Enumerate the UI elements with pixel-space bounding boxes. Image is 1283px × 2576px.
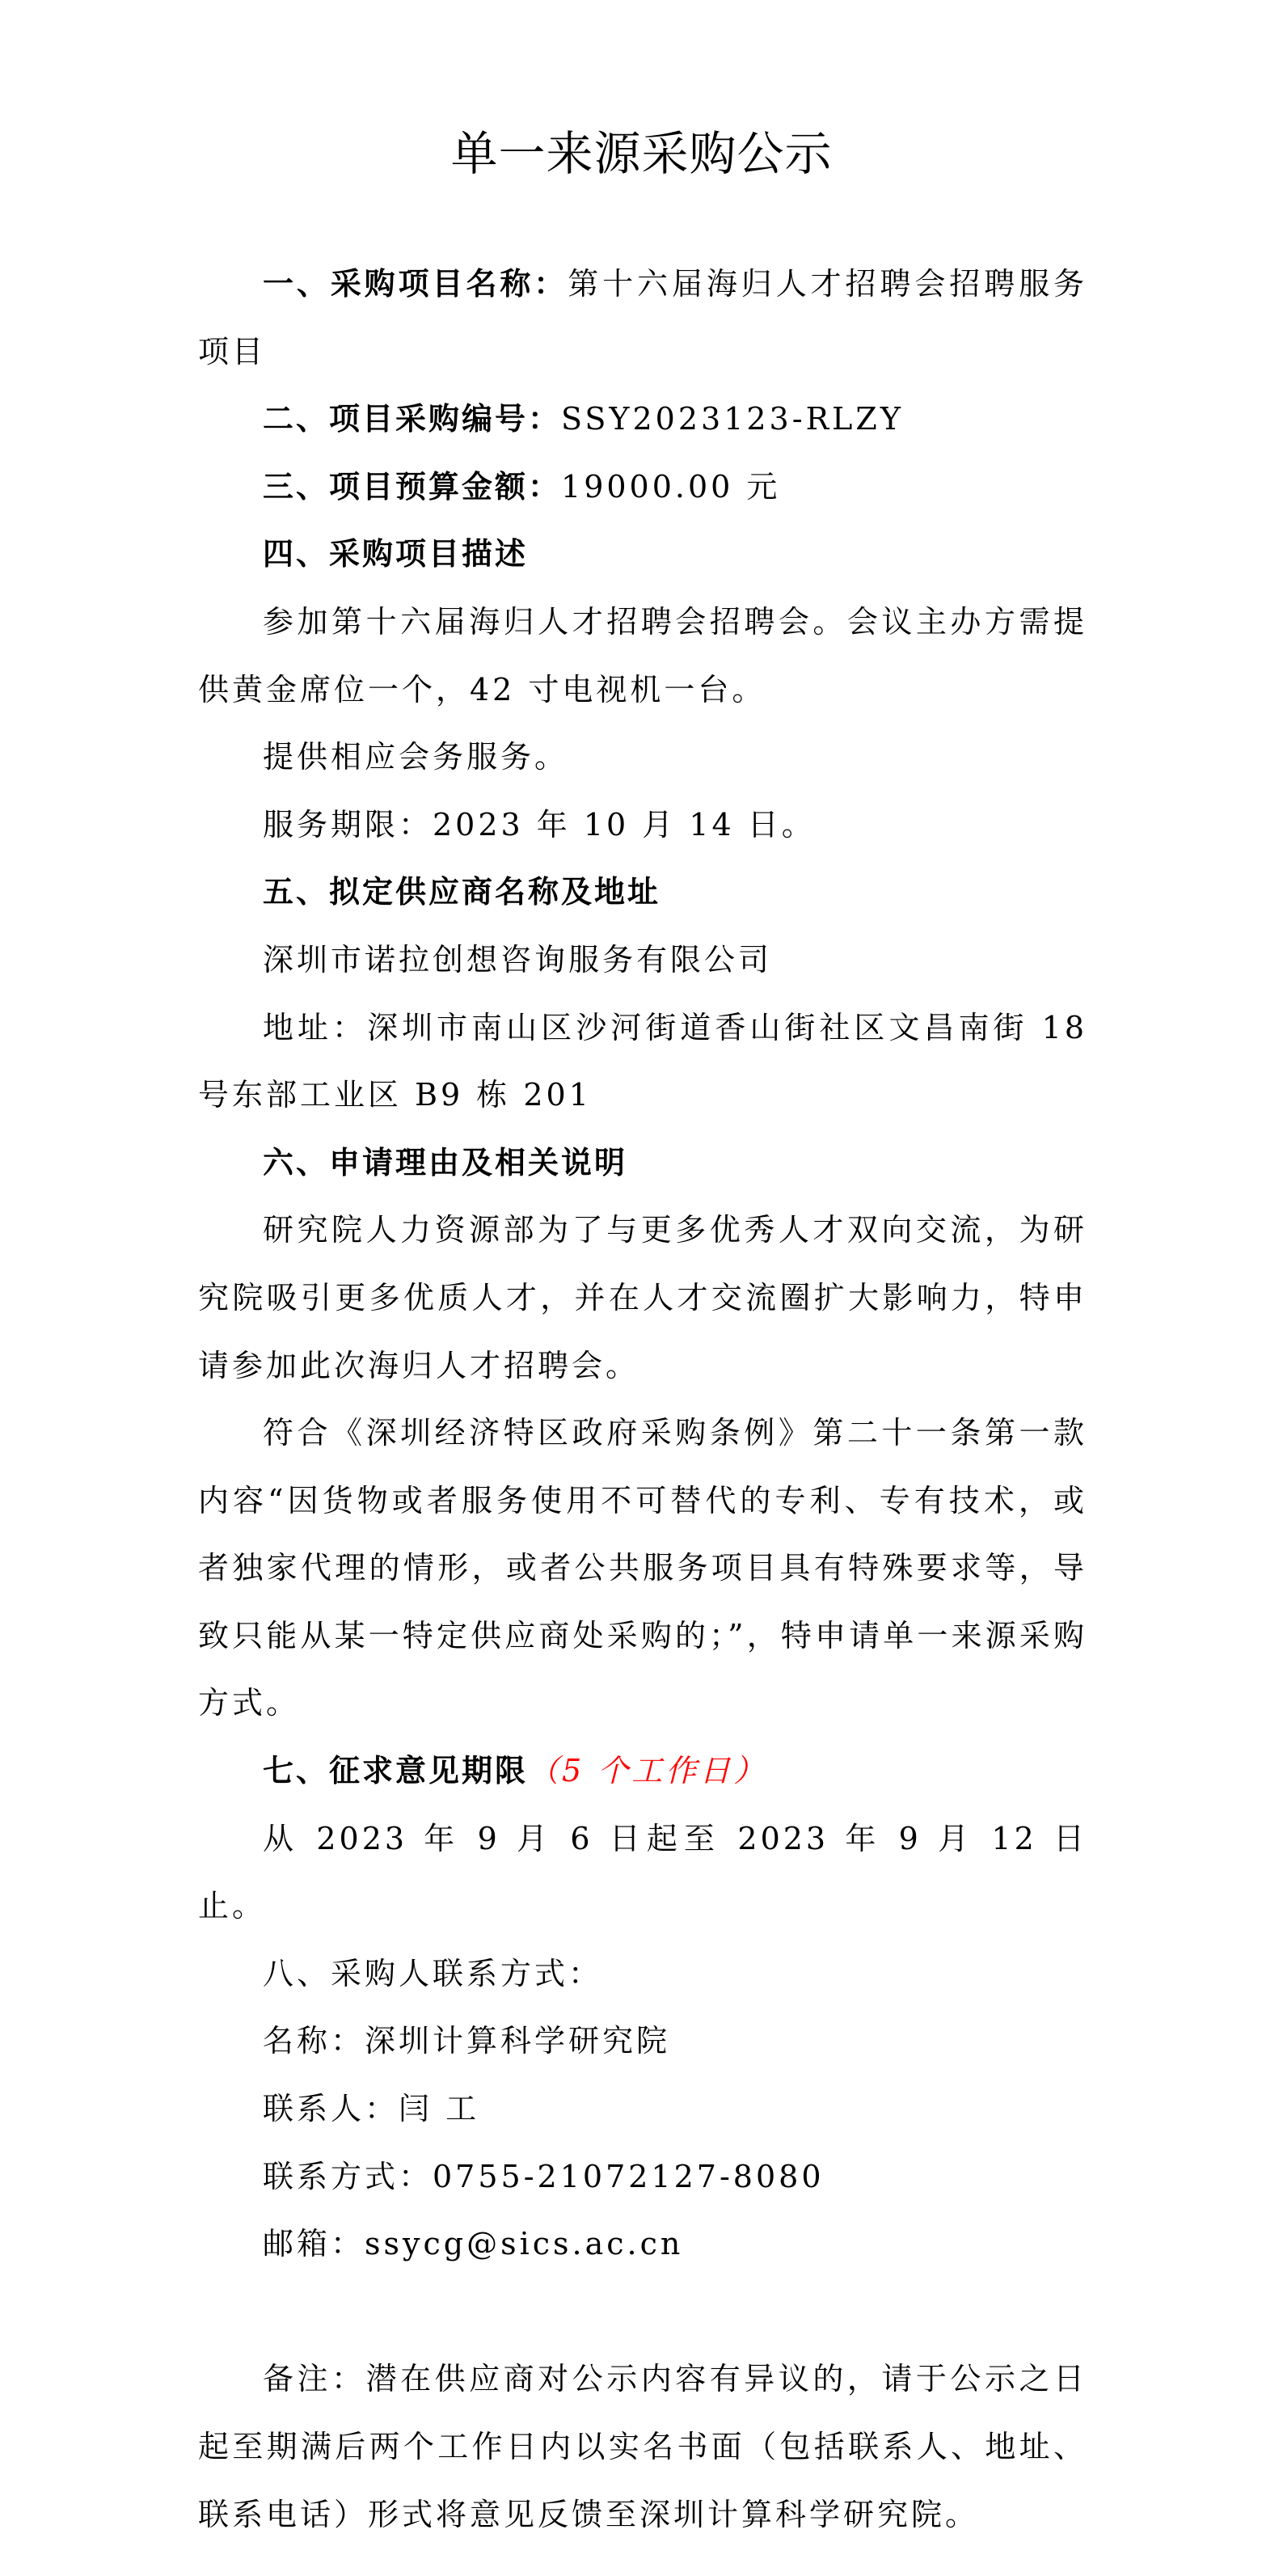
spacer (198, 2278, 1087, 2346)
contact-phone: 联系方式：0755-21072127-8080 (263, 2158, 825, 2194)
remark-paragraph: 备注：潜在供应商对公示内容有异议的，请于公示之日起至期满后两个工作日内以实名书面（包括联系人、地址、联系电话）形式将意见反馈至深圳计算科学研究院。 (198, 2361, 1087, 2532)
project-name-label: 一、采购项目名称： (263, 266, 568, 302)
contact-name: 名称：深圳计算科学研究院 (263, 2023, 671, 2059)
comment-period-heading: 七、征求意见期限 (263, 1753, 529, 1789)
project-name-line (198, 251, 1087, 386)
description-paragraph: 服务期限：2023 年 10 月 14 日。 (263, 806, 816, 842)
reason-paragraph: 研究院人力资源部为了与更多优秀人才双向交流，为研究院吸引更多优质人才，并在人才交流圈扩大影响力，特申请参加此次海归人才招聘会。 (198, 1212, 1087, 1383)
contact-email: 邮箱：ssycg@sics.ac.cn (263, 2226, 684, 2262)
page-title: 单一来源采购公示 (450, 126, 833, 181)
contact-heading: 八、采购人联系方式： (263, 1955, 603, 1991)
comment-period-heading-line (198, 1738, 1087, 1805)
project-code-value: SSY2023123-RLZY (561, 401, 904, 437)
budget-label: 三、项目预算金额： (263, 468, 562, 505)
description-paragraph: 参加第十六届海归人才招聘会招聘会。会议主办方需提供黄金席位一个，42 寸电视机一台。 (198, 603, 1087, 707)
reason-paragraph: 符合《深圳经济特区政府采购条例》第二十一条第一款内容“因货物或者服务使用不可替代的专利、专有技术，或者独家代理的情形，或者公共服务项目具有特殊要求等，导致只能从某一特定供应商处采购的；”，特申请单一来源采购方式。 (198, 1415, 1087, 1721)
project-code-line (198, 386, 1087, 454)
project-code-label: 二、项目采购编号： (263, 401, 562, 437)
supplier-heading: 五、拟定供应商名称及地址 (263, 874, 661, 910)
reason-heading: 六、申请理由及相关说明 (263, 1144, 628, 1180)
document-body (198, 251, 1087, 2549)
description-paragraph: 提供相应会务服务。 (263, 739, 569, 775)
project-name-value: 第十六届海归人才招聘会招聘服务项目 (198, 266, 1087, 370)
budget-line (198, 454, 1087, 522)
comment-period-note: （5 个工作日） (528, 1753, 768, 1789)
contact-person: 联系人：闫 工 (263, 2091, 480, 2127)
budget-value: 19000.00 元 (561, 468, 781, 505)
supplier-name: 深圳市诺拉创想咨询服务有限公司 (263, 941, 773, 978)
supplier-address: 地址：深圳市南山区沙河街道香山街社区文昌南街 18 号东部工业区 B9 栋 201 (198, 1009, 1087, 1113)
comment-period-text: 从 2023 年 9 月 6 日起至 2023 年 9 月 12 日止。 (198, 1820, 1087, 1924)
description-heading: 四、采购项目描述 (263, 536, 529, 572)
